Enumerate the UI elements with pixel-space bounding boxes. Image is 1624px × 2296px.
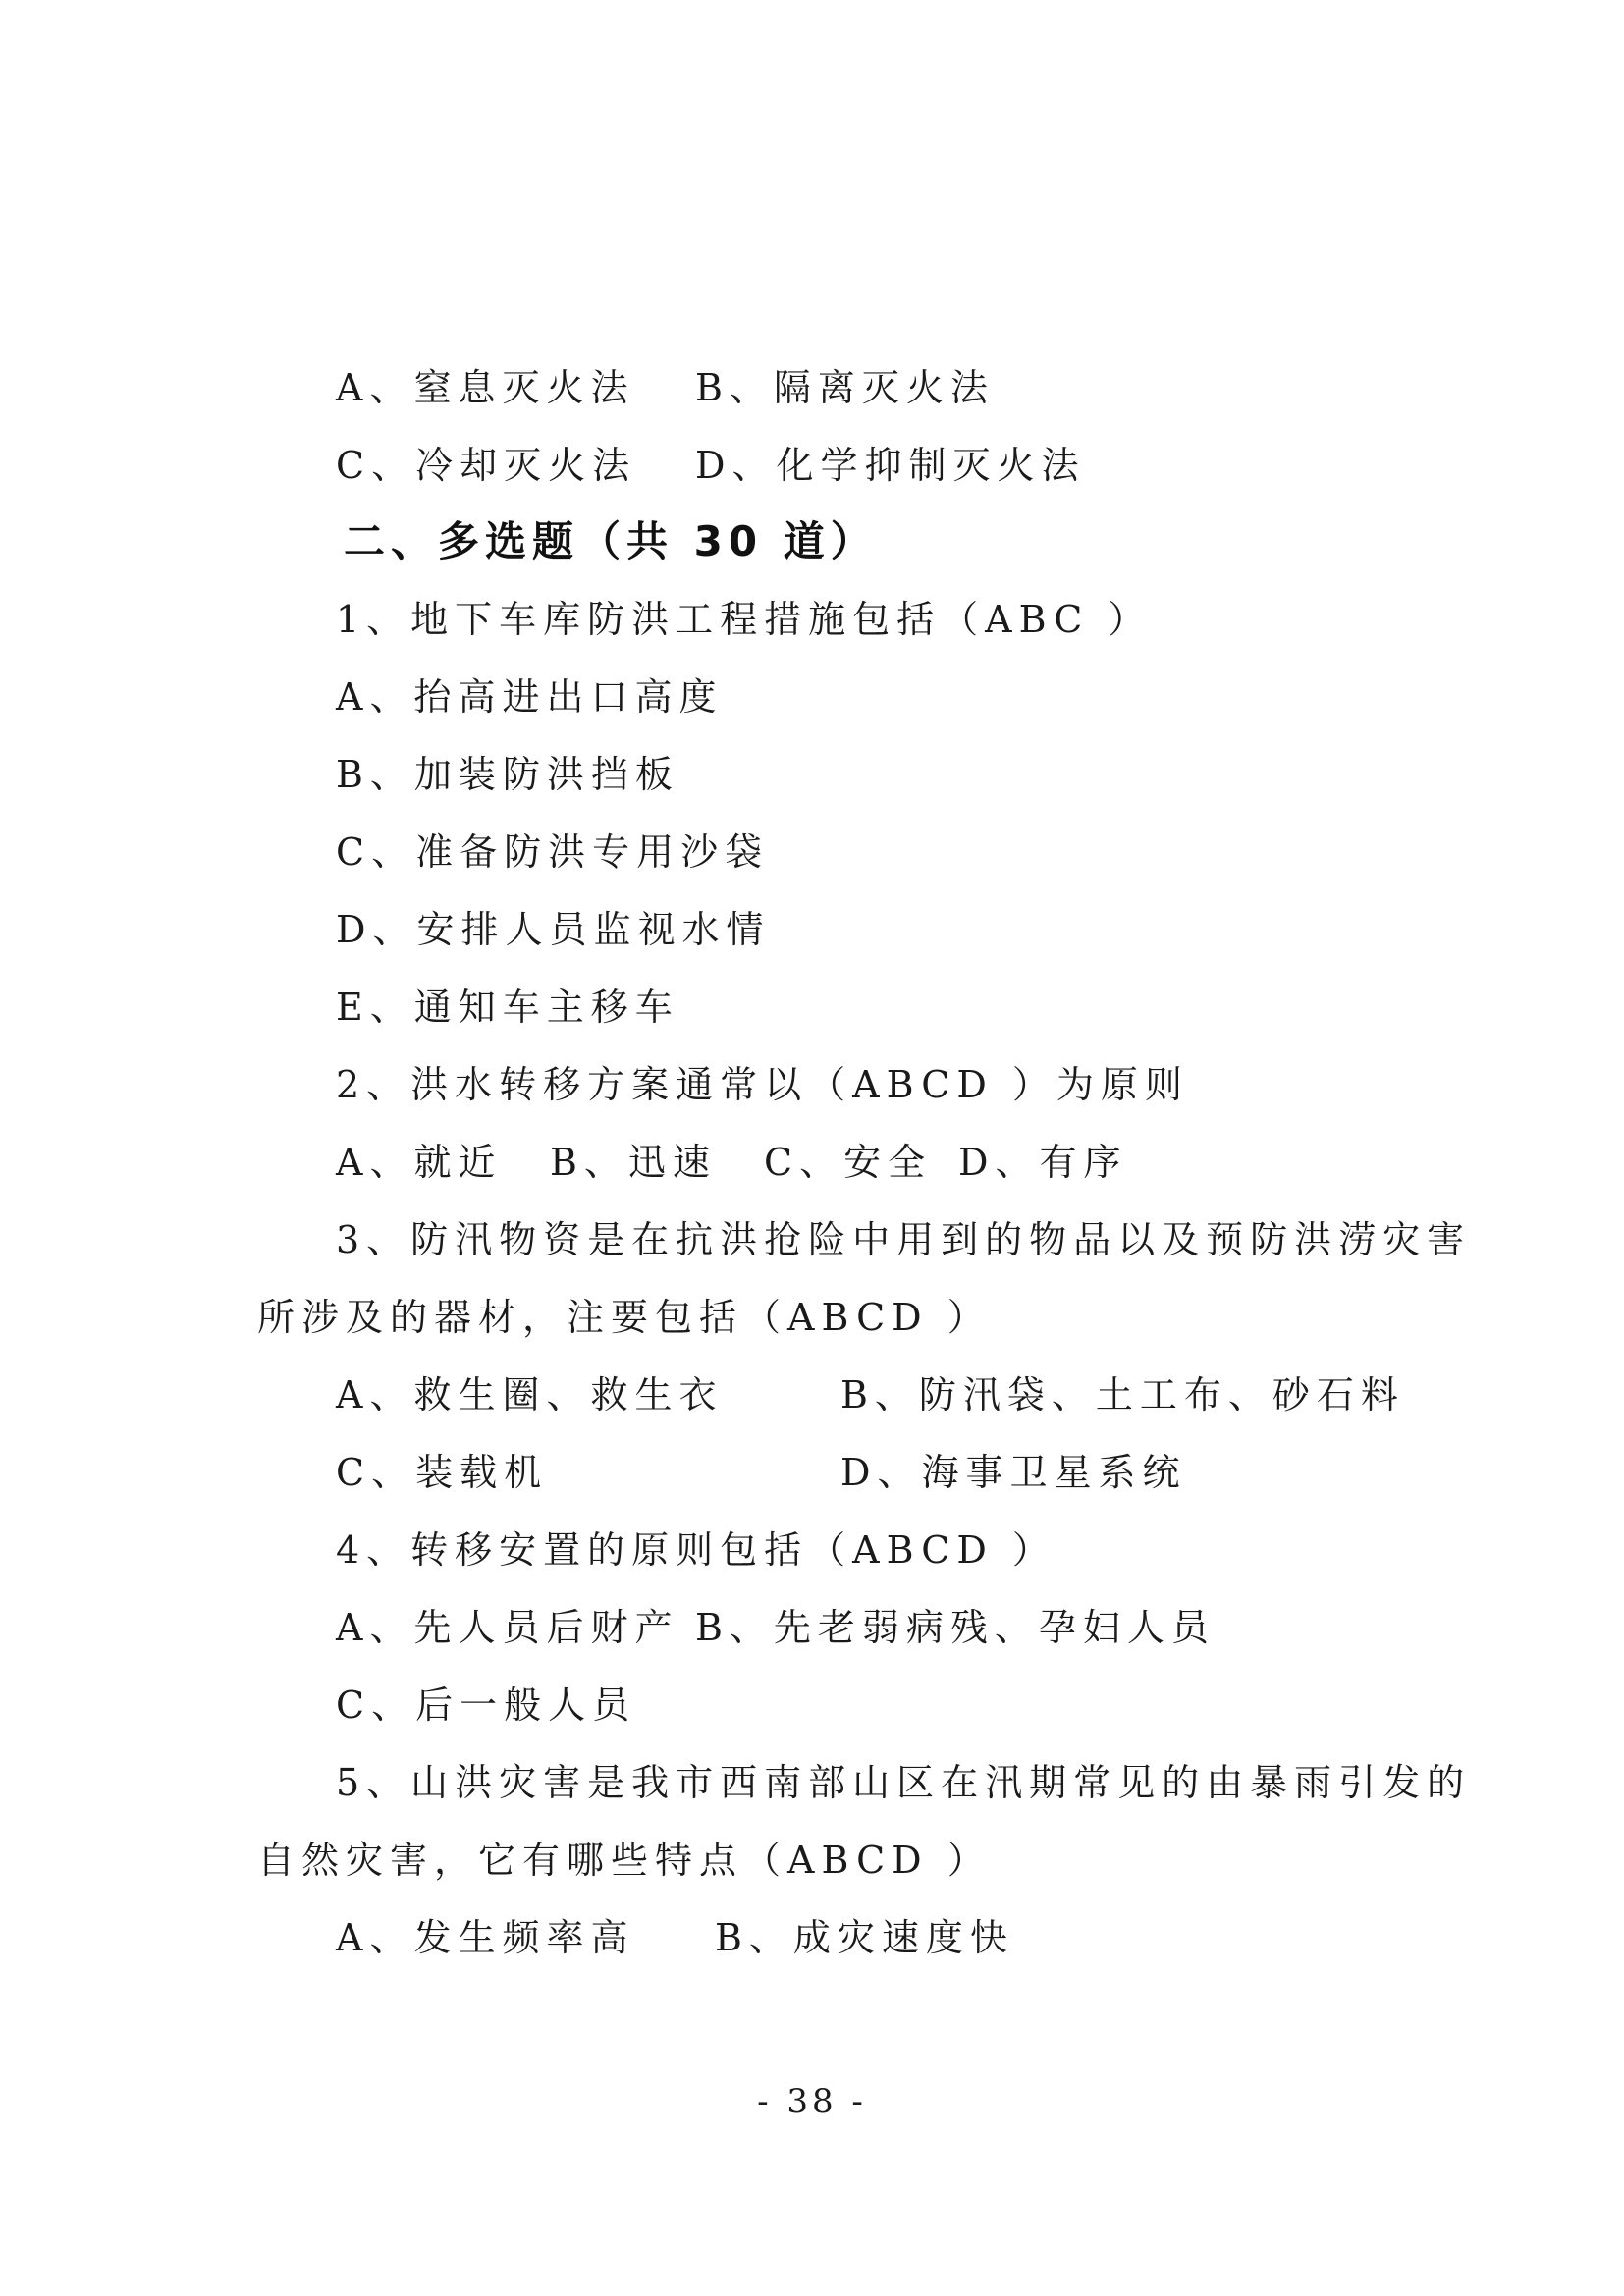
question-3-stem-line-1: 3、防汛物资是在抗洪抢险中用到的物品以及预防洪涝灾害	[336, 1218, 1472, 1261]
question-4-option-c: C、后一般人员	[336, 1683, 637, 1727]
question-4-option-b: B、先老弱病残、孕妇人员	[695, 1606, 1216, 1649]
question-3-stem-line-2: 所涉及的器材，注要包括（ABCD ）	[257, 1296, 992, 1339]
question-1-option-b: B、加装防洪挡板	[336, 753, 679, 796]
question-1-option-c: C、准备防洪专用沙袋	[336, 830, 770, 874]
question-1-option-a: A、抬高进出口高度	[336, 675, 724, 719]
question-3-option-c: C、装载机	[336, 1451, 549, 1494]
question-1-stem: 1、地下车库防洪工程措施包括（ABC ）	[336, 598, 1153, 641]
option-a: A、窒息灭火法	[336, 366, 635, 409]
page-number: - 38 -	[757, 2082, 867, 2121]
question-5-stem-line-1: 5、山洪灾害是我市西南部山区在汛期常见的由暴雨引发的	[336, 1761, 1472, 1804]
question-2-stem: 2、洪水转移方案通常以（ABCD ）为原则	[336, 1063, 1189, 1106]
question-3-option-b: B、防汛袋、土工布、砂石料	[840, 1373, 1405, 1416]
question-3-option-a: A、救生圈、救生衣	[336, 1373, 724, 1416]
question-3-option-d: D、海事卫星系统	[840, 1451, 1187, 1494]
question-5-option-a: A、发生频率高	[336, 1916, 635, 1959]
question-4-stem: 4、转移安置的原则包括（ABCD ）	[336, 1528, 1056, 1572]
question-4-option-a: A、先人员后财产	[336, 1606, 679, 1649]
question-5-stem-line-2: 自然灾害，它有哪些特点（ABCD ）	[257, 1839, 992, 1882]
question-2-option-a: A、就近	[336, 1141, 503, 1184]
question-5-option-b: B、成灾速度快	[715, 1916, 1014, 1959]
question-2-option-d: D、有序	[958, 1141, 1128, 1184]
option-b: B、隔离灭火法	[695, 366, 995, 409]
section-heading: 二、多选题（共 30 道）	[344, 517, 878, 565]
question-2-option-b: B、迅速	[550, 1141, 717, 1184]
question-1-option-d: D、安排人员监视水情	[336, 908, 771, 951]
question-2-option-c: C、安全	[764, 1141, 933, 1184]
question-1-option-e: E、通知车主移车	[336, 986, 679, 1029]
option-d: D、化学抑制灭火法	[695, 444, 1086, 487]
option-c: C、冷却灭火法	[336, 444, 637, 487]
